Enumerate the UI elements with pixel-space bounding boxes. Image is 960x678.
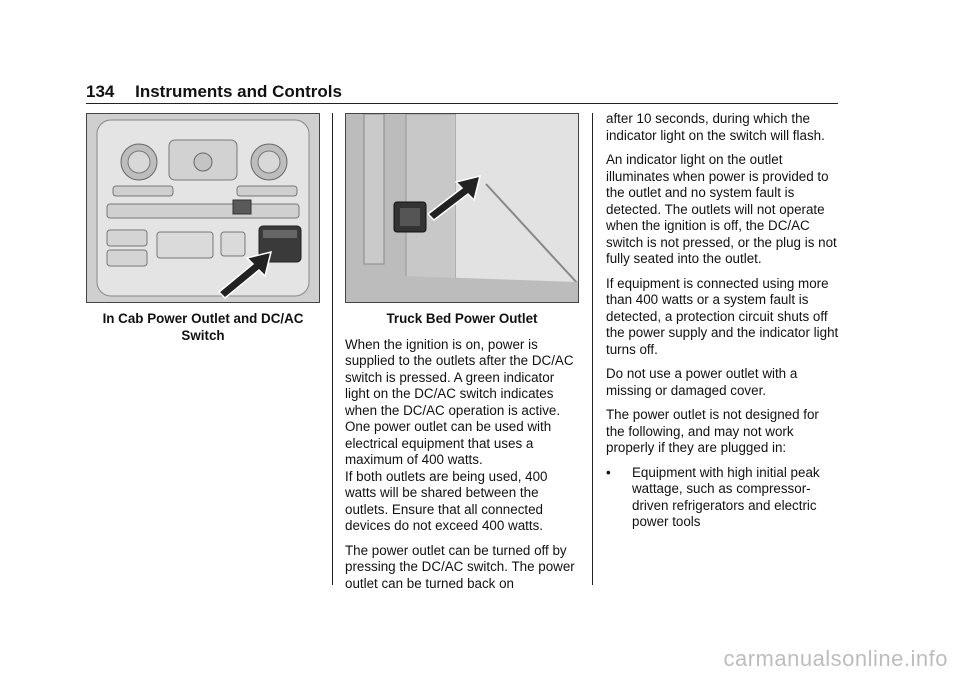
- paragraph: When the ignition is on, power is supplied to the outlets after the DC/AC switch is pressed. A green indicator light on the DC/AC switch indicates when the DC/AC operation is active. One power outlet can be used with electrical equipment that uses a maximum of 400 watts.: [345, 336, 574, 467]
- figure-caption-2: Truck Bed Power Outlet: [386, 311, 538, 326]
- paragraph: after 10 seconds, during which the indicator light on the switch will flash.: [606, 111, 825, 143]
- watermark: carmanualsonline.info: [723, 646, 948, 671]
- figure-caption-1: In Cab Power Outlet and DC/AC Switch: [102, 311, 304, 343]
- header-rule: [86, 103, 838, 104]
- page-number: 134: [86, 82, 115, 101]
- truck-bed-outlet-illustration: [345, 113, 579, 303]
- page-header: [86, 82, 342, 102]
- paragraph: The power outlet is not designed for the following, and may not work properly if they are plugged in:: [606, 407, 819, 455]
- column-divider-1: [332, 113, 333, 585]
- section-title: Instruments and Controls: [135, 82, 342, 101]
- paragraph: The power outlet can be turned off by pressing the DC/AC switch. The power outlet can be turned back on: [345, 542, 575, 591]
- paragraph: An indicator light on the outlet illuminates when power is provided to the outlet and no system fault is detected. The outlets will not operate when the ignition is off, the DC/AC switch is not pressed, or the plug is not fully seated into the outlet.: [606, 152, 837, 266]
- column-1: [86, 113, 320, 344]
- column-3: [606, 111, 840, 531]
- paragraph: If equipment is connected using more than 400 watts or a system fault is detected, a protection circuit shuts off the power supply and the indicator light turns off.: [606, 275, 839, 357]
- in-cab-outlet-illustration: [86, 113, 320, 303]
- paragraph: Do not use a power outlet with a missing or damaged cover.: [606, 366, 798, 398]
- column-divider-2: [592, 113, 593, 585]
- column-2: [345, 113, 579, 600]
- bullet-item: [606, 465, 840, 531]
- bullet-text: Equipment with high initial peak wattage, such as compressor-driven refrigerators and electric power tools: [632, 464, 820, 529]
- bullet-marker: •: [606, 464, 611, 480]
- paragraph: If both outlets are being used, 400 watts will be shared between the outlets. Ensure that all connected devices do not exceed 400 watts.: [345, 468, 548, 533]
